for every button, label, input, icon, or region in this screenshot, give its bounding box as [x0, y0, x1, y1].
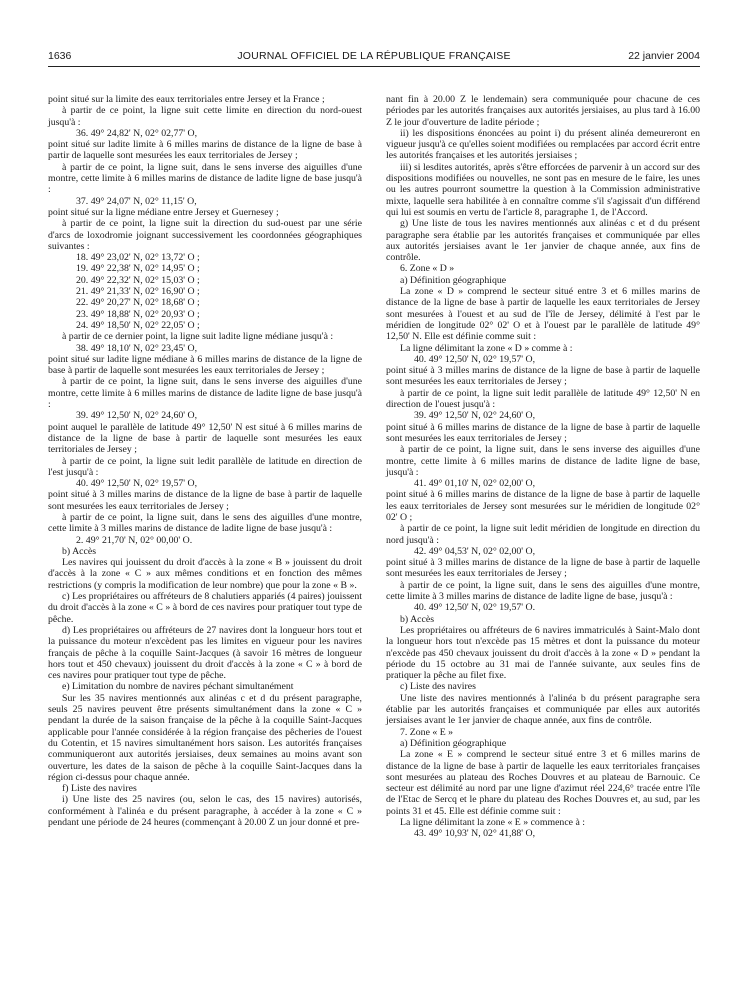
paragraph: point situé à 3 milles marins de distance de la ligne de base à partir de laquelle sont mesurées les eaux territoriales de Jersey ; [48, 489, 362, 512]
section-heading: 6. Zone « D » [400, 263, 455, 275]
coordinate-line: 40. 49° 12,50' N, 02° 19,57' O, [76, 478, 198, 490]
coordinate-line: 23. 49° 18,88' N, 02° 20,93' O ; [76, 308, 200, 320]
coordinate-line: 43. 49° 10,93' N, 02° 41,88' O, [414, 828, 536, 840]
section-heading: c) Liste des navires [400, 681, 476, 693]
paragraph: point situé sur la ligne médiane entre Jersey et Guernesey ; [48, 206, 279, 218]
coordinate-line: 41. 49° 01,10' N, 02° 02,00' O, [414, 478, 536, 490]
journal-title: JOURNAL OFFICIEL DE LA RÉPUBLIQUE FRANÇAISE [237, 50, 511, 62]
coordinate-line: 39. 49° 12,50' N, 02° 24,60' O, [414, 410, 536, 422]
section-heading: b) Accès [62, 545, 97, 557]
paragraph: à partir de ce point, la ligne suit, dans le sens inverse des aiguilles d'une montre, cette limite à 6 milles marins de distance de ladite ligne de base jusqu'à : [48, 161, 362, 196]
paragraph: f) Liste des navires [62, 783, 137, 795]
left-column [48, 94, 362, 828]
paragraph: g) Une liste de tous les navires mentionnés aux alinéas c et d du présent paragraphe sera établie par les autorités françaises et communiquée par elles aux autorités jersiaises avant le 1er janvier de chaque année, aux fins de contrôle. [386, 218, 700, 264]
coordinate-line: 36. 49° 24,82' N, 02° 02,77' O, [76, 127, 198, 139]
paragraph: d) Les propriétaires ou affréteurs de 27 navires dont la longueur hors tout et la puissance du moteur n'excèdent pas les limites en vigueur pour les navires français de pêche à la coquille Saint-Jacques (à savoir 16 mètres de longueur hors tout et 450 chevaux) jouissent du droit d'accès à la zone « C » à bord de ces navires pour pratiquer tout type de pêche. [48, 624, 362, 682]
coordinate-line: 2. 49° 21,70' N, 02° 00,00' O. [76, 534, 193, 546]
paragraph: nant fin à 20.00 Z le lendemain) sera communiquée pour chacune de ces périodes par les autorités françaises aux autorités jersiaises, au plus tard à 16.00 Z le jour d'ouverture de ladite période ; [386, 94, 700, 128]
coordinate-line: 22. 49° 20,27' N, 02° 18,68' O ; [76, 297, 200, 309]
coordinate-line: 39. 49° 12,50' N, 02° 24,60' O, [76, 410, 198, 422]
paragraph: point situé à 3 milles marins de distance de la ligne de base à partir de laquelle sont mesurées les eaux territoriales de Jersey ; [386, 365, 700, 388]
coordinate-line: 42. 49° 04,53' N, 02° 02,00' O, [414, 545, 536, 557]
section-heading: a) Définition géographique [400, 737, 507, 749]
paragraph: La zone « E » comprend le secteur situé entre 3 et 6 milles marins de distance de la ligne de base à partir de laquelle les eaux territoriales françaises sont mesurées au plateau des Roches Douvres et au plateau de Barnouic. Ce secteur est délimité au nord par une ligne d'azimut réel 224,6° tracée entre l'île de l'Etac de Sercq et le phare du plateau des Roches Douvres et, au sud, par les points 31 et 45. Elle est définie comme suit : [386, 749, 700, 817]
paragraph: à partir de ce point, la ligne suit ledit méridien de longitude en direction du nord jusqu'à : [386, 523, 700, 546]
paragraph: Les navires qui jouissent du droit d'accès à la zone « B » jouissent du droit d'accès à la zone « C » aux mêmes conditions et en fonction des mêmes restrictions (y compris la modification de leur nombre) que pour la zone « B ». [48, 557, 362, 591]
coordinate-line: 37. 49° 24,07' N, 02° 11,15' O, [76, 195, 197, 207]
coordinate-line: 38. 49° 18,10' N, 02° 23,45' O, [76, 342, 198, 354]
paragraph: point situé à 3 milles marins de distance de la ligne de base à partir de laquelle sont mesurées les eaux territoriales de Jersey ; [386, 557, 700, 580]
coordinate-line: 20. 49° 22,32' N, 02° 15,03' O ; [76, 274, 200, 286]
coordinate-line: 21. 49° 21,33' N, 02° 16,90' O ; [76, 286, 200, 298]
header-rule [48, 66, 700, 67]
paragraph: à partir de ce point, la ligne suit ledit parallèle de latitude 49° 12,50' N en direction de l'ouest jusqu'à : [386, 387, 700, 411]
paragraph: à partir de ce point, la ligne suit, dans le sens des aiguilles d'une montre, cette limite à 3 milles marins de distance de ladite ligne de base jusqu'à : [48, 511, 362, 535]
paragraph: à partir de ce point, la ligne suit, dans le sens inverse des aiguilles d'une montre, cette limite à 6 milles marins de distance de ladite ligne de base jusqu'à : [48, 376, 362, 411]
paragraph: à partir de ce point, la ligne suit, dans le sens inverse des aiguilles d'une montre, cette limite à 6 milles marins de distance de ladite ligne de base, jusqu'à : [386, 444, 700, 478]
paragraph: point situé sur ladite limite à 6 milles marins de distance de la ligne de base à partir de laquelle sont mesurées les eaux territoriales de Jersey ; [48, 139, 362, 162]
paragraph: ii) les dispositions énoncées au point i) du présent alinéa demeureront en vigueur jusqu'à ce qu'elles soient modifiées ou remplacées par accord écrit entre les autorités françaises et les autorités jersiaises ; [386, 127, 700, 162]
page-header [48, 50, 700, 66]
paragraph: point situé à 6 milles marins de distance de la ligne de base à partir de laquelle les eaux territoriales de Jersey sont mesurées sur le méridien de longitude 02° 02' O ; [386, 489, 700, 523]
section-heading: 7. Zone « E » [400, 726, 454, 738]
paragraph: à partir de ce point, la ligne suit, dans le sens des aiguilles d'une montre, cette limite à 3 milles marins de distance de ladite ligne de base, jusqu'à : [386, 579, 700, 603]
paragraph: i) Une liste des 25 navires (ou, selon le cas, des 15 navires) autorisés, conformément à l'alinéa e du présent paragraphe, à accéder à la zone « C » pendant une période de 24 heures (commençant à 20.00 Z un jour donné et pre- [48, 794, 362, 828]
paragraph: La ligne délimitant la zone « E » commence à : [400, 817, 585, 828]
paragraph: point situé à 6 milles marins de distance de la ligne de base à partir de laquelle sont mesurées les eaux territoriales de Jersey ; [386, 421, 700, 444]
paragraph: à partir de ce point, la ligne suit la direction du sud-ouest par une série d'arcs de loxodromie joignant successivement les coordonnées géographiques suivantes : [48, 218, 362, 252]
coordinate-line: 40. 49° 12,50' N, 02° 19,57' O. [414, 602, 536, 614]
coordinate-line: 19. 49° 22,38' N, 02° 14,95' O ; [76, 263, 200, 275]
page-number: 1636 [48, 50, 72, 62]
paragraph: à partir de ce point, la ligne suit ledit parallèle de latitude en direction de l'est jusqu'à : [48, 455, 362, 478]
section-heading: a) Définition géographique [400, 274, 507, 286]
paragraph: à partir de ce point, la ligne suit cette limite en direction du nord-ouest jusqu'à : [48, 105, 362, 128]
issue-date: 22 janvier 2004 [628, 50, 700, 62]
paragraph: iii) si lesdites autorités, après s'être efforcées de parvenir à un accord sur des dispositions modifiées ou nouvelles, ne sont pas en mesure de le faire, les unes ou les autres pourront soumettre la question à la Commission administrative mixte, laquelle sera habilitée à en connaître comme s'il s'agissait d'un différend qui lui est soumis en vertu de l'article 8, paragraphe 1, de l'Accord. [386, 161, 700, 218]
section-heading: b) Accès [400, 613, 435, 625]
coordinate-line: 18. 49° 23,02' N, 02° 13,72' O ; [76, 252, 200, 264]
paragraph: à partir de ce dernier point, la ligne suit ladite ligne médiane jusqu'à : [62, 331, 334, 343]
paragraph: La zone « D » comprend le secteur situé entre 3 et 6 milles marins de distance de la ligne de base à partir de laquelle les eaux territoriales de Jersey sont mesurées à l'ouest et au sud de l'île de Jersey, délimité à l'est par le méridien de longitude 02° 02' O et à l'ouest par le parallèle de latitude 49° 12,50' N. Elle est définie comme suit : [386, 286, 700, 343]
paragraph: point auquel le parallèle de latitude 49° 12,50' N est situé à 6 milles marins de distance de la ligne de base à partir de laquelle sont mesurées les eaux territoriales de Jersey ; [48, 421, 362, 456]
paragraph: Sur les 35 navires mentionnés aux alinéas c et d du présent paragraphe, seuls 25 navires peuvent être présents simultanément dans la zone « C » pendant la durée de la saison française de la pêche à la coquille Saint-Jacques applicable pour l'année considérée à la région française des pêcheries de l'ouest du Cotentin, et 15 navires simultanément hors saison. Les autorités françaises communiqueront aux autorités jersiaises, deux semaines au moins avant son ouverture, les dates de la saison de pêche à la coquille Saint-Jacques dans la région ci-dessus pour chaque année. [48, 692, 362, 783]
paragraph: point situé sur ladite ligne médiane à 6 milles marins de distance de la ligne de base à partir de laquelle sont mesurées les eaux territoriales de Jersey ; [48, 353, 362, 377]
paragraph: e) Limitation du nombre de navires péchant simultanément [62, 681, 294, 693]
paragraph: Une liste des navires mentionnés à l'alinéa b du présent paragraphe sera établie par les autorités françaises et communiquée par elles aux autorités jersiaises avant le 1er janvier de chaque année, aux fins de contrôle. [386, 692, 700, 727]
paragraph: La ligne délimitant la zone « D » comme à : [400, 342, 573, 354]
coordinate-line: 24. 49° 18,50' N, 02° 22,05' O ; [76, 319, 200, 331]
paragraph: c) Les propriétaires ou affréteurs de 8 chalutiers appariés (4 paires) jouissent du droit d'accès à la zone « C » à bord de ces navires pour pratiquer tout type de pêche. [48, 591, 362, 625]
paragraph: Les propriétaires ou affréteurs de 6 navires immatriculés à Saint-Malo dont la longueur hors tout n'excède pas 15 mètres et dont la puissance du moteur n'excède pas 450 chevaux jouissent du droit d'accès à la zone « D » pendant la période du 15 octobre au 31 mai de l'année suivante, aux seules fins de pratiquer la pêche au filet fixe. [386, 624, 700, 682]
right-column [386, 94, 700, 840]
coordinate-line: 40. 49° 12,50' N, 02° 19,57' O, [414, 353, 536, 365]
paragraph: point situé sur la limite des eaux territoriales entre Jersey et la France ; [48, 94, 325, 105]
